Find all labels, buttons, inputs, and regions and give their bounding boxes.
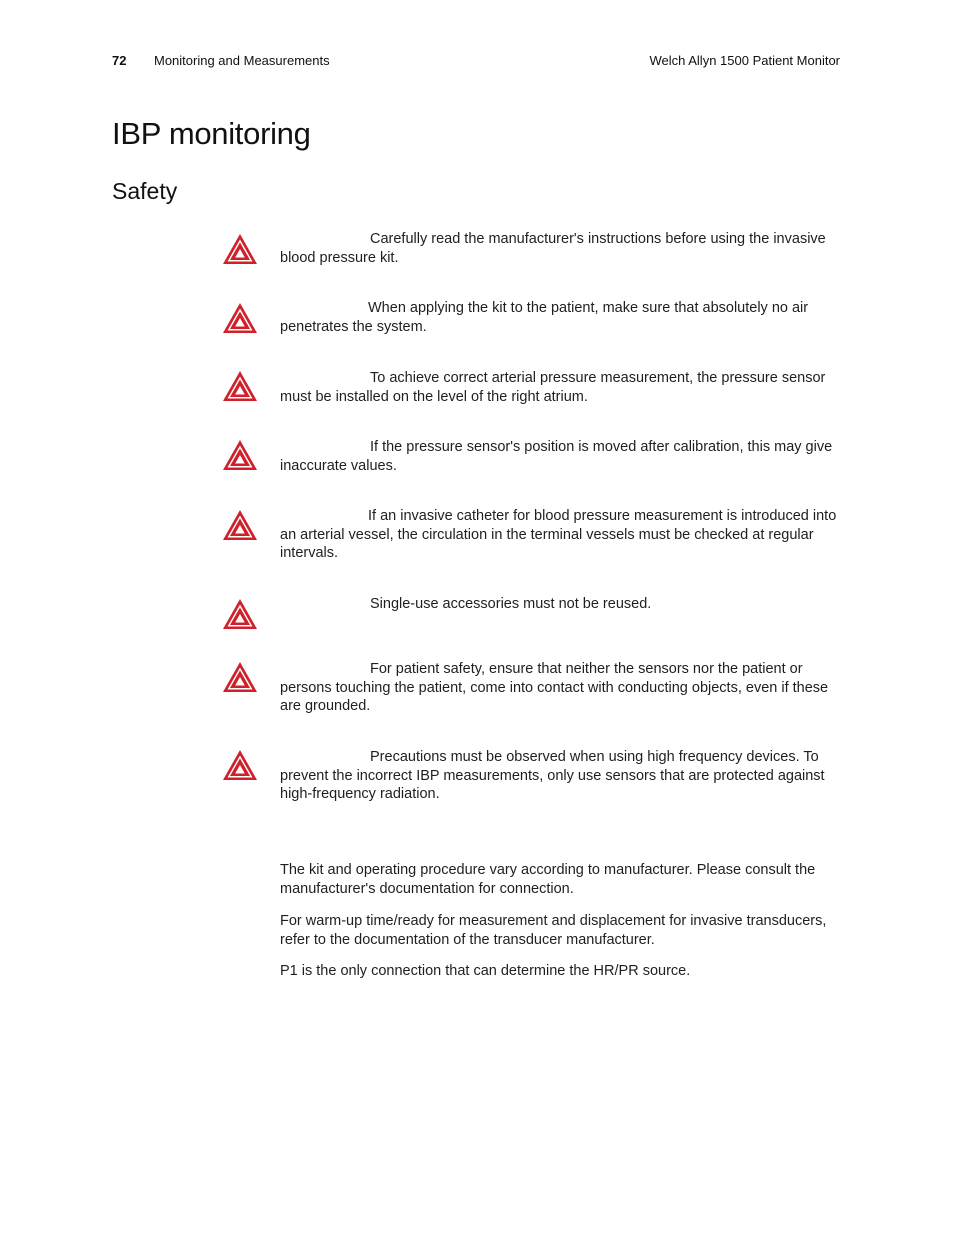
- page-number: 72: [112, 53, 127, 68]
- body-paragraph: The kit and operating procedure vary according to manufacturer. Please consult the manufacturer's documentation for connection.: [280, 862, 816, 897]
- running-header-product: Welch Allyn 1500 Patient Monitor: [649, 53, 840, 68]
- section-heading: Safety: [112, 178, 178, 204]
- warning-text: To achieve correct arterial pressure measurement, the pressure sensor must be installed on the level of the right atrium.: [280, 370, 826, 405]
- warning-triangle-icon: [222, 233, 258, 265]
- warning-text: If an invasive catheter for blood pressure measurement is introduced into an arterial vessel, the circulation in the terminal vessels must be checked at regular intervals.: [280, 508, 837, 562]
- warning-text: Carefully read the manufacturer's instructions before using the invasive blood pressure kit.: [280, 231, 826, 266]
- warning-text: Precautions must be observed when using high frequency devices. To prevent the incorrect IBP measurements, only use sensors that are protected against high-frequency radiation.: [280, 749, 825, 803]
- warning-text: When applying the kit to the patient, make sure that absolutely no air penetrates the system.: [280, 300, 809, 335]
- warning-triangle-icon: [222, 370, 258, 402]
- body-paragraph: For warm-up time/ready for measurement and displacement for invasive transducers, refer to the documentation of the transducer manufacturer.: [280, 913, 827, 948]
- warning-triangle-icon: [222, 661, 258, 693]
- warning-text: For patient safety, ensure that neither the sensors nor the patient or persons touching the patient, come into contact with conducting objects, even if these are grounded.: [280, 661, 829, 715]
- warning-triangle-icon: [222, 439, 258, 471]
- warning-triangle-icon: [222, 509, 258, 541]
- running-header-section: Monitoring and Measurements: [154, 53, 330, 68]
- body-paragraph: P1 is the only connection that can determine the HR/PR source.: [280, 963, 691, 979]
- page-title: IBP monitoring: [112, 116, 311, 151]
- warning-triangle-icon: [222, 598, 258, 630]
- warning-triangle-icon: [222, 302, 258, 334]
- warning-triangle-icon: [222, 749, 258, 781]
- warning-text: If the pressure sensor's position is moved after calibration, this may give inaccurate values.: [280, 439, 833, 474]
- warning-text: Single-use accessories must not be reused.: [370, 596, 652, 612]
